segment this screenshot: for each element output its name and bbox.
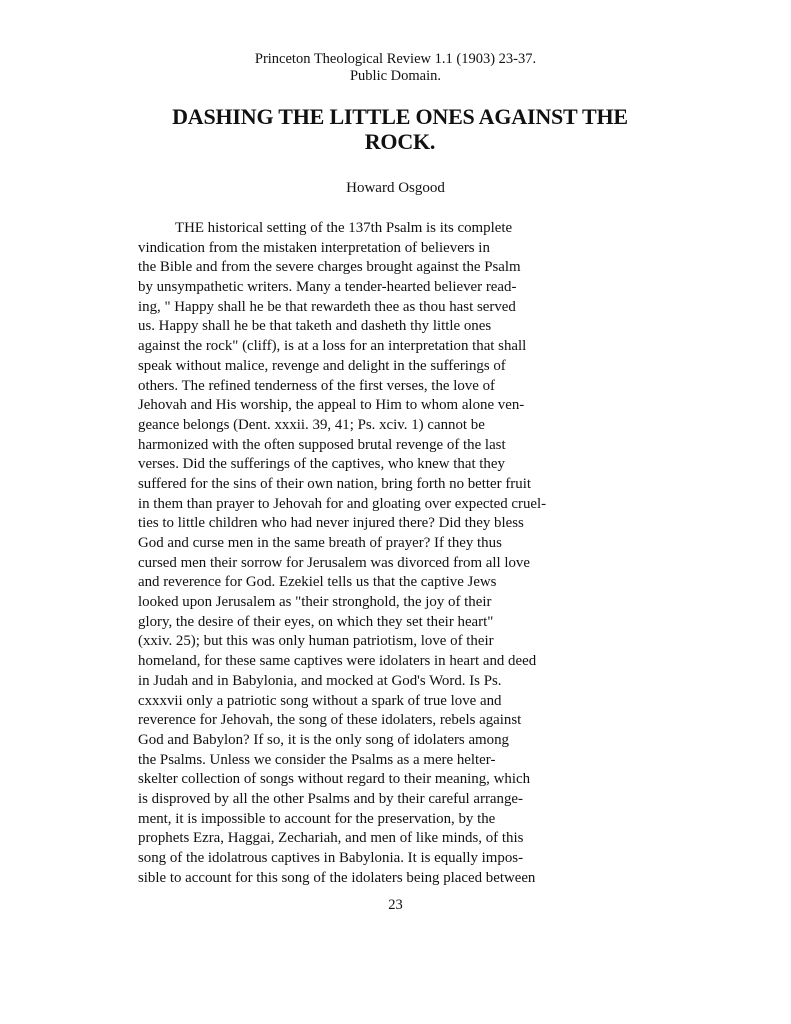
body-line: vindication from the mistaken interpretation of believers in xyxy=(138,239,490,256)
body-text xyxy=(138,219,658,888)
body-line: prophets Ezra, Haggai, Zechariah, and men of like minds, of this xyxy=(138,830,524,847)
body-line: (xxiv. 25); but this was only human patriotism, love of their xyxy=(138,633,494,650)
body-line: reverence for Jehovah, the song of these idolaters, rebels against xyxy=(138,712,522,729)
body-line: against the rock" (cliff), is at a loss for an interpretation that shall xyxy=(138,338,527,355)
body-line: ment, it is impossible to account for the preservation, by the xyxy=(138,810,496,827)
body-line: harmonized with the often supposed brutal revenge of the last xyxy=(138,436,506,453)
body-line: cursed men their sorrow for Jerusalem was divorced from all love xyxy=(138,554,530,571)
body-line: ing, " Happy shall he be that rewardeth thee as thou hast served xyxy=(138,298,516,315)
body-line: skelter collection of songs without regard to their meaning, which xyxy=(138,771,531,788)
body-line: by unsympathetic writers. Many a tender-hearted believer read- xyxy=(138,279,517,296)
body-line: song of the idolatrous captives in Babylonia. It is equally impos- xyxy=(138,850,524,866)
body-line: looked upon Jerusalem as "their stronghold, the joy of their xyxy=(138,594,492,611)
body-line: glory, the desire of their eyes, on which they set their heart" xyxy=(138,613,494,630)
body-line: speak without malice, revenge and delight in the sufferings of xyxy=(138,357,506,374)
body-line: God and Babylon? If so, it is the only song of idolaters among xyxy=(138,731,509,748)
body-line: homeland, for these same captives were idolaters in heart and deed xyxy=(138,653,537,670)
body-line: ties to little children who had never injured there? Did they bless xyxy=(138,515,524,532)
author-name: Howard Osgood xyxy=(346,180,445,196)
license-note: Public Domain. xyxy=(349,68,442,84)
body-line: others. The refined tenderness of the first verses, the love of xyxy=(138,377,495,394)
page-number: 23 xyxy=(388,897,403,913)
body-line: THE historical setting of the 137th Psalm is its complete xyxy=(175,220,513,236)
body-line: sible to account for this song of the idolaters being placed between xyxy=(138,869,536,886)
body-line: us. Happy shall he be that taketh and dasheth thy little ones xyxy=(138,318,492,335)
body-line: in Judah and in Babylonia, and mocked at God's Word. Is Ps. xyxy=(138,672,502,689)
body-line: the Psalms. Unless we consider the Psalms as a mere helter- xyxy=(138,751,496,768)
body-line: geance belongs (Dent. xxxii. 39, 41; Ps. xciv. 1) cannot be xyxy=(138,416,485,433)
body-line: verses. Did the sufferings of the captives, who knew that they xyxy=(138,456,505,473)
body-line: and reverence for God. Ezekiel tells us that the captive Jews xyxy=(138,574,497,591)
body-line: is disproved by all the other Psalms and by their careful arrange- xyxy=(138,790,523,807)
body-line: God and curse men in the same breath of prayer? If they thus xyxy=(138,535,502,551)
body-line: Jehovah and His worship, the appeal to Him to whom alone ven- xyxy=(138,397,525,414)
body-line: suffered for the sins of their own nation, bring forth no better fruit xyxy=(138,475,531,492)
title-line: ROCK. xyxy=(364,129,436,154)
body-line: the Bible and from the severe charges brought against the Psalm xyxy=(138,259,521,276)
body-line: in them than prayer to Jehovah for and gloating over expected cruel- xyxy=(138,495,547,512)
article-title xyxy=(110,104,690,154)
body-line: cxxxvii only a patriotic song without a spark of true love and xyxy=(138,692,502,709)
journal-citation: Princeton Theological Review 1.1 (1903) 23-37. xyxy=(254,51,537,67)
title-line: DASHING THE LITTLE ONES AGAINST THE xyxy=(172,104,628,129)
